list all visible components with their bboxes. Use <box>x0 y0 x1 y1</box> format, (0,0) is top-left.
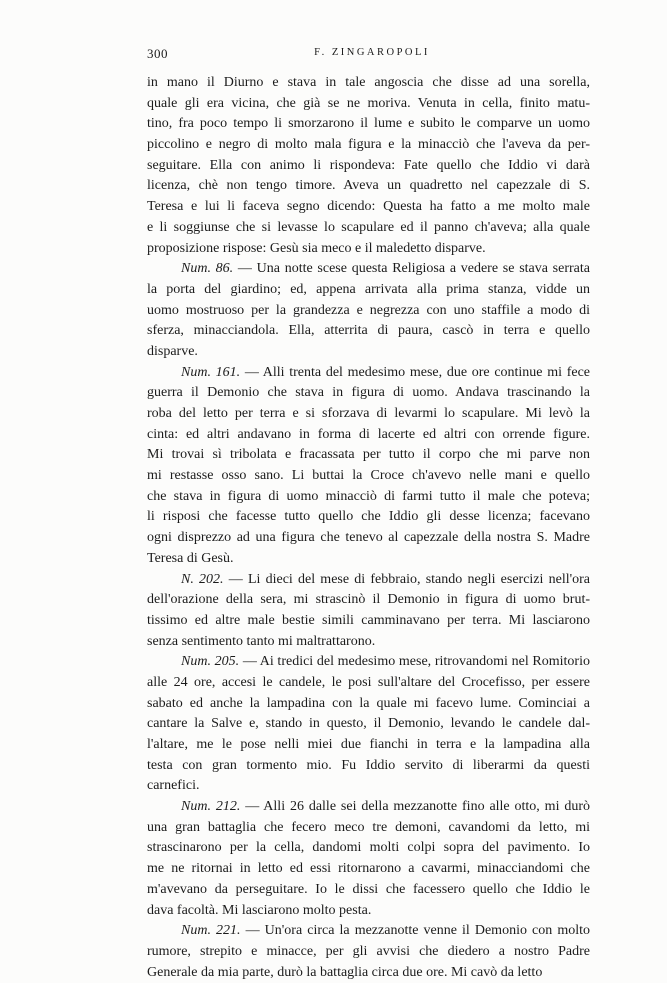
line-text: carnefici. <box>147 778 200 794</box>
text-line <box>147 466 590 487</box>
page-number: 300 <box>147 46 168 61</box>
entry-number: Num. 221. <box>181 923 241 939</box>
line-text: cantare la Salve e, stando in questo, il Demonio, levando le candele dal- <box>147 716 590 732</box>
text-line <box>147 383 590 404</box>
text-line <box>147 901 590 922</box>
text-line <box>147 218 590 239</box>
text-line <box>147 859 590 880</box>
line-text: — Ai tredici del medesimo mese, ritrovandomi nel Romitorio <box>239 654 590 670</box>
text-line <box>147 797 590 818</box>
line-text: uomo mostruoso per la grandezza e negrezza con uno staffile a modo di <box>147 302 590 318</box>
line-text: — Un'ora circa la mezzanotte venne il Demonio con molto <box>240 923 590 939</box>
line-text: testa con gran tormento mio. Fu Iddio servito di liberarmi da questi <box>147 757 590 773</box>
line-text: piccolino e negro di molto mala figura e la minacciò che l'aveva da per- <box>147 137 590 153</box>
text-line <box>147 425 590 446</box>
text-line <box>147 487 590 508</box>
text-line <box>147 135 590 156</box>
text-line <box>147 818 590 839</box>
line-text: proposizione rispose: Gesù sia meco e il maledetto disparve. <box>147 240 486 256</box>
text-line <box>147 342 590 363</box>
text-line <box>147 963 590 983</box>
text-line <box>147 259 590 280</box>
text-line <box>147 321 590 342</box>
entry-number: Num. 86. <box>181 261 234 277</box>
line-text: quale gli era vicina, che già se ne moriva. Venuta in cella, finito matu- <box>147 95 590 111</box>
line-text: e li soggiunse che si levasse lo scapulare ed il panno ch'aveva; alla quale <box>147 219 590 235</box>
line-text: m'avevano da perseguitare. Io le dissi che facessero quello che Iddio le <box>147 881 590 897</box>
line-text: tino, fra poco tempo li smorzarono il lume e subito le comparve un uomo <box>147 116 590 132</box>
text-line <box>147 673 590 694</box>
line-text: mi restasse osso sano. Li buttai la Croce ch'avevo nelle mani e quello <box>147 468 590 484</box>
line-text: ogni disprezzo ad una figura che tenevo al capezzale della nostra S. Madre <box>147 530 590 546</box>
line-text: Teresa di Gesù. <box>147 550 234 566</box>
line-text: sferza, minacciandola. Ella, atterrita di paura, cascò in terra e quello <box>147 323 590 339</box>
line-text: roba del letto per terra e si sforzava di levarmi lo scapulare. Mi levò la <box>147 406 590 421</box>
text-line <box>147 549 590 570</box>
text-line <box>147 301 590 322</box>
text-line <box>147 942 590 963</box>
running-title: F. ZINGAROPOLI <box>314 47 430 58</box>
entry-number: N. 202. <box>181 571 224 587</box>
text-line <box>147 632 590 653</box>
text-line <box>147 156 590 177</box>
line-text: che stava in figura di uomo minacciò di farmi tutto il male che poteva; <box>147 488 590 504</box>
entry-number: Num. 205. <box>181 654 240 670</box>
text-line <box>147 280 590 301</box>
text-line <box>147 239 590 260</box>
body-text <box>147 73 590 983</box>
line-text: — Alli trenta del medesimo mese, due ore continue mi fece <box>240 364 590 380</box>
line-text: cinta: ed altri andavano in forma di lacerte ed altri con orrende figure. <box>147 426 590 442</box>
page-header <box>147 46 597 62</box>
text-line <box>147 590 590 611</box>
text-line <box>147 880 590 901</box>
text-line <box>147 404 590 425</box>
line-text: — Una notte scese questa Religiosa a vedere se stava serrata <box>233 261 590 277</box>
text-line <box>147 611 590 632</box>
text-line <box>147 838 590 859</box>
line-text: dava facoltà. Mi lasciarono molto pesta. <box>147 902 372 918</box>
text-line <box>147 652 590 673</box>
text-line <box>147 445 590 466</box>
line-text: li risposi che facesse tutto quello che Iddio gli desse licenza; facevano <box>147 509 590 525</box>
line-text: rumore, strepito e minacce, per gli avvisi che diedero a nostro Padre <box>147 943 590 959</box>
line-text: — Alli 26 dalle sei della mezzanotte fino alle otto, mi durò <box>240 799 590 815</box>
line-text: me ne ritornai in letto ed essi ritornarono a cavarmi, minacciandomi che <box>147 861 590 877</box>
text-line <box>147 176 590 197</box>
entry-number: Num. 212. <box>181 799 241 815</box>
text-line <box>147 528 590 549</box>
line-text: Mi trovai sì tribolata e fracassata per tutto il corpo che mi parve non <box>147 447 590 463</box>
line-text: l'altare, me le pose nelli miei due fianchi in terra e la lampadina alla <box>147 737 590 752</box>
text-line <box>147 94 590 115</box>
text-line <box>147 735 590 756</box>
text-line <box>147 714 590 735</box>
line-text: strascinarono per la cella, dandomi molti colpi sopra del pavimento. Io <box>147 840 590 856</box>
text-line <box>147 921 590 942</box>
line-text: una gran battaglia che fecero meco tre demoni, cavandomi da letto, mi <box>147 819 590 835</box>
text-line <box>147 197 590 218</box>
text-line <box>147 73 590 94</box>
line-text: in mano il Diurno e stava in tale angoscia che disse ad una sorella, <box>147 75 590 90</box>
line-text: Teresa e lui li faceva segno dicendo: Questa ha fatto a me molto male <box>147 199 590 215</box>
text-line <box>147 694 590 715</box>
line-text: disparve. <box>147 343 198 359</box>
line-text: dell'orazione della sera, mi strascinò il Demonio in figura di uomo brut- <box>147 592 590 608</box>
entry-number: Num. 161. <box>181 364 241 380</box>
text-line <box>147 570 590 591</box>
text-line <box>147 776 590 797</box>
text-line <box>147 114 590 135</box>
line-text: senza sentimento tanto mi maltrattarono. <box>147 633 376 649</box>
line-text: alle 24 ore, accesi le candele, le posi sull'altare del Crocefisso, per essere <box>147 674 590 690</box>
line-text: tissimo ed altre male bestie simili camminavano per terra. Mi lasciarono <box>147 612 590 628</box>
line-text: Generale da mia parte, durò la battaglia circa due ore. Mi cavò da letto <box>147 964 543 980</box>
line-text: sabato ed anche la lampadina con la quale mi facevo lume. Cominciai a <box>147 695 590 711</box>
line-text: — Li dieci del mese di febbraio, stando negli esercizi nell'ora <box>223 571 590 587</box>
text-line <box>147 756 590 777</box>
line-text: seguitare. Ella con animo li rispondeva: Fate quello che Iddio vi darà <box>147 157 590 173</box>
text-line <box>147 507 590 528</box>
line-text: guerra il Demonio che stava in figura di uomo. Andava trascinando la <box>147 385 590 401</box>
line-text: licenza, chè non tengo timore. Aveva un quadretto nel capezzale di S. <box>147 178 590 194</box>
line-text: la porta del giardino; ed, appena arrivata alla prima stanza, vidde un <box>147 281 590 297</box>
text-line <box>147 363 590 384</box>
